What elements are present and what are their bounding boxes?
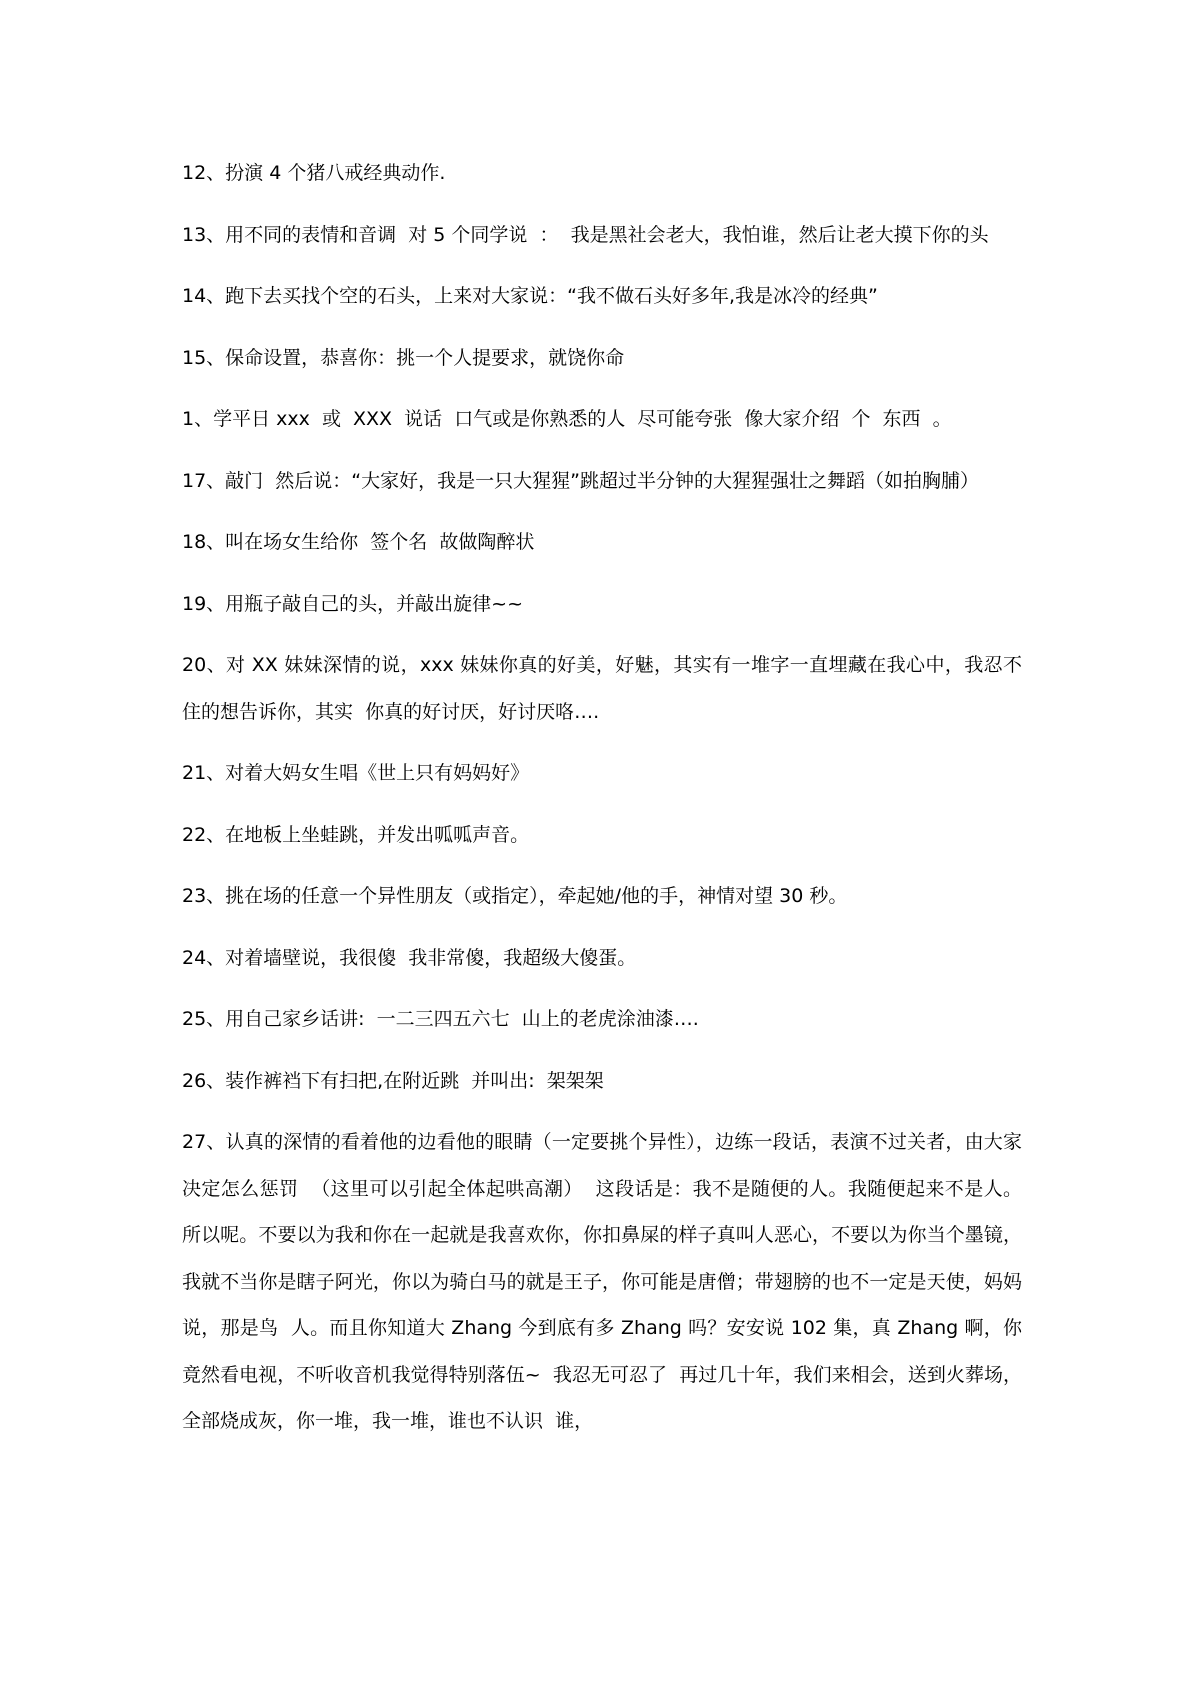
list-item-14: 14、跑下去买找个空的石头，上来对大家说：“我不做石头好多年,我是冰冷的经典” [182,285,878,307]
list-item-19: 19、用瓶子敲自己的头，并敲出旋律~~ [182,592,524,615]
list-item-13: 13、用不同的表情和音调 对 5 个同学说 ： 我是黑社会老大，我怕谁，然后让老大摸下你的头 [182,223,989,246]
list-item-25: 25、用自己家乡话讲: 一二三四五六七 山上的老虎涂油漆…. [182,1008,699,1030]
list-item-18: 18、叫在场女生给你 签个名 故做陶醉状 [182,531,535,553]
list-item-21: 21、对着大妈女生唱《世上只有妈妈好》 [182,762,530,784]
list-item-24: 24、对着墙壁说，我很傻 我非常傻，我超级大傻蛋。 [182,946,637,969]
list-item-23: 23、挑在场的任意一个异性朋友（或指定），牵起她/他的手，神情对望 30 秒。 [182,885,848,907]
list-item-20: 20、对 XX 妹妹深情的说，xxx 妹妹你真的好美，好魅，其实有一堆字一直埋藏在我心中，我忍不住的想告诉你，其实 你真的好讨厌，好讨厌咯…. [182,654,1022,723]
list-item-12: 12、扮演 4 个猪八戒经典动作. [182,162,446,184]
list-item-17: 17、敲门 然后说：“大家好，我是一只大猩猩”跳超过半分钟的大猩猩强壮之舞蹈（如拍胸脯） [182,469,979,492]
list-item-1: 1、学平日 xxx 或 XXX 说话 口气或是你熟悉的人 尽可能夸张 像大家介绍 个 东西 。 [182,408,952,430]
list-item-27: 27、认真的深情的看着他的边看他的眼睛（一定要挑个异性），边练一段话，表演不过关者，由大家决定怎么惩罚 （这里可以引起全体起哄高潮） 这段话是：我不是随便的人。我随便起来不是人。所以呢。不要以为我和你在一起就是我喜欢你，你扣鼻屎的样子真叫人恶心，不要以为你当个墨镜，我就不当你是瞎子阿光，你以为骑白马的就是王子，你可能是唐僧；带翅膀的也不一定是天使，妈妈说，那是鸟 人。而且你知道大 Zhang 今到底有多 Zhang 吗？安安说 102 集，真 Zhang 啊，你竟然看电视，不听收音机我觉得特别落伍~ 我忍无可忍了 再过几十年，我们来相会，送到火葬场，全部烧成灰，你一堆，我一堆，谁也不认识 谁， [182,1131,1022,1432]
list-item-15: 15、保命设置，恭喜你：挑一个人提要求，就饶你命 [182,346,625,369]
list-item-22: 22、在地板上坐蛙跳，并发出呱呱声音。 [182,823,530,846]
list-item-26: 26、装作裤裆下有扫把,在附近跳 并叫出: 架架架 [182,1069,604,1092]
document-body [182,150,1022,1460]
